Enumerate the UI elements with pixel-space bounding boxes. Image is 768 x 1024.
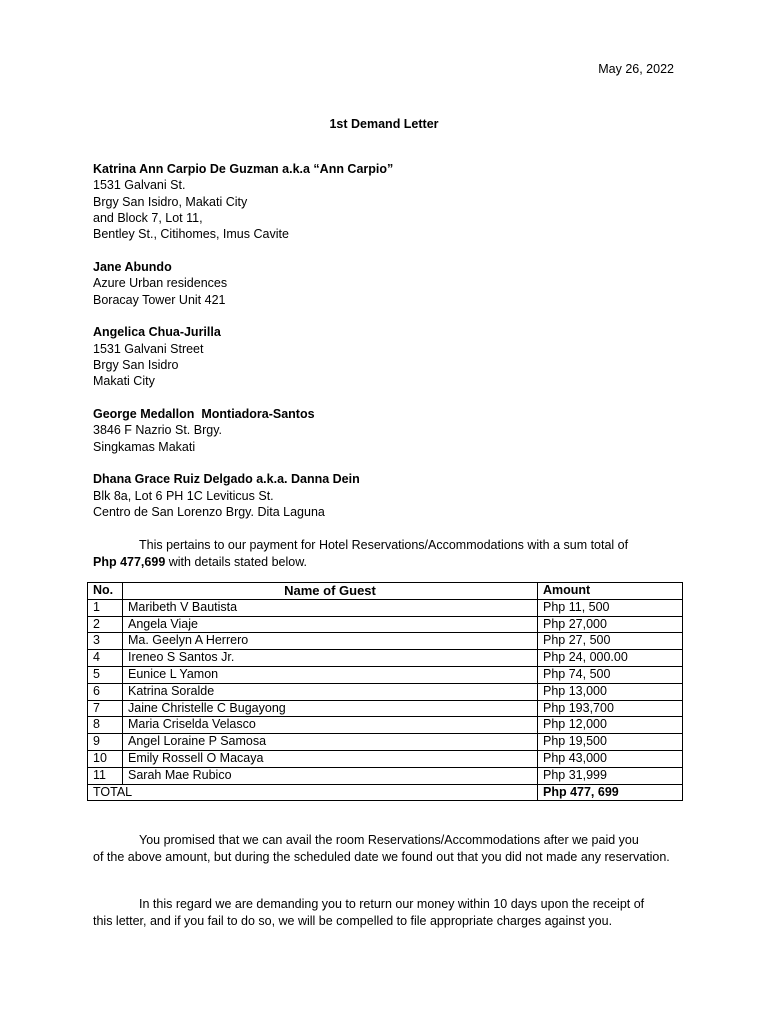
table-row (88, 683, 683, 700)
row-name: Katrina Soralde (123, 683, 538, 700)
table-row (88, 650, 683, 667)
intro-amount: Php 477,699 (93, 554, 166, 569)
table-row (88, 717, 683, 734)
table-row (88, 700, 683, 717)
intro-paragraph (93, 537, 683, 570)
intro-text-after: with details stated below. (165, 554, 308, 569)
recipient-address-line: Brgy San Isidro, Makati City (93, 194, 248, 209)
row-no: 6 (88, 683, 123, 700)
row-name: Eunice L Yamon (123, 666, 538, 683)
row-no: 4 (88, 650, 123, 667)
row-amount: Php 31,999 (538, 767, 683, 784)
header-no: No. (88, 583, 123, 600)
recipient-block (93, 259, 693, 308)
intro-line-2 (93, 554, 683, 571)
row-amount: Php 12,000 (538, 717, 683, 734)
row-name: Angela Viaje (123, 616, 538, 633)
table-header-row (88, 583, 683, 600)
row-no: 3 (88, 633, 123, 650)
recipient-block (93, 161, 693, 242)
row-name: Emily Rossell O Macaya (123, 750, 538, 767)
row-name: Maribeth V Bautista (123, 599, 538, 616)
recipient-address-line: 1531 Galvani Street (93, 341, 204, 356)
recipient-address-line: and Block 7, Lot 11, (93, 210, 203, 225)
row-name: Jaine Christelle C Bugayong (123, 700, 538, 717)
body-paragraph (93, 896, 683, 929)
recipient-address-line: 1531 Galvani St. (93, 178, 186, 193)
row-amount: Php 27,000 (538, 616, 683, 633)
table-row (88, 616, 683, 633)
recipients-list (93, 161, 693, 537)
recipient-address-line: Bentley St., Citihomes, Imus Cavite (93, 227, 289, 242)
recipient-name: Katrina Ann Carpio De Guzman a.k.a “Ann Carpio” (93, 162, 394, 176)
recipient-address-line: 3846 F Nazrio St. Brgy. (93, 423, 222, 438)
row-amount: Php 27, 500 (538, 633, 683, 650)
row-no: 8 (88, 717, 123, 734)
table-row (88, 734, 683, 751)
recipient-block (93, 471, 693, 520)
row-amount: Php 13,000 (538, 683, 683, 700)
row-amount: Php 193,700 (538, 700, 683, 717)
table-total-row (88, 784, 683, 801)
recipient-block (93, 324, 693, 389)
row-amount: Php 74, 500 (538, 666, 683, 683)
row-amount: Php 43,000 (538, 750, 683, 767)
row-name: Maria Criselda Velasco (123, 717, 538, 734)
paragraph-first-line: You promised that we can avail the room Reservations/Accommodations after we paid you (139, 833, 639, 847)
recipient-name: Jane Abundo (93, 259, 172, 274)
header-name: Name of Guest (123, 583, 538, 600)
table-row (88, 767, 683, 784)
row-name: Angel Loraine P Samosa (123, 734, 538, 751)
recipient-name: Dhana Grace Ruiz Delgado a.k.a. Danna Dein (93, 472, 360, 487)
paragraph-rest: of the above amount, but during the scheduled date we found out that you did not made any reservation. (93, 849, 670, 864)
recipient-name: Angelica Chua-Jurilla (93, 325, 221, 340)
row-no: 5 (88, 666, 123, 683)
table-row (88, 633, 683, 650)
recipient-address-line: Singkamas Makati (93, 439, 196, 454)
row-amount: Php 11, 500 (538, 599, 683, 616)
row-no: 7 (88, 700, 123, 717)
row-no: 1 (88, 599, 123, 616)
recipient-address-line: Azure Urban residences (93, 276, 228, 291)
row-amount: Php 19,500 (538, 734, 683, 751)
table-row (88, 599, 683, 616)
row-amount: Php 24, 000.00 (538, 650, 683, 667)
recipient-name: George Medallon Montiadora-Santos (93, 407, 315, 422)
total-amount: Php 477, 699 (538, 784, 683, 801)
table-row (88, 666, 683, 683)
row-name: Sarah Mae Rubico (123, 767, 538, 784)
recipient-address-line: Centro de San Lorenzo Brgy. Dita Laguna (93, 505, 325, 520)
row-no: 10 (88, 750, 123, 767)
letter-title: 1st Demand Letter (329, 117, 439, 131)
recipient-address-line: Makati City (93, 374, 155, 389)
recipient-address-line: Boracay Tower Unit 421 (93, 292, 226, 307)
row-no: 9 (88, 734, 123, 751)
body-paragraph (93, 832, 683, 865)
row-no: 2 (88, 616, 123, 633)
letter-date: May 26, 2022 (598, 62, 674, 76)
row-no: 11 (88, 767, 123, 784)
paragraph-rest: this letter, and if you fail to do so, we will be compelled to file appropriate charges against you. (93, 913, 613, 928)
guest-payment-table (87, 582, 683, 801)
recipient-block (93, 406, 693, 455)
total-label: TOTAL (88, 784, 538, 801)
recipient-address-line: Blk 8a, Lot 6 PH 1C Leviticus St. (93, 488, 274, 503)
table-row (88, 750, 683, 767)
recipient-address-line: Brgy San Isidro (93, 357, 179, 372)
paragraph-first-line: In this regard we are demanding you to return our money within 10 days upon the receipt of (139, 897, 645, 911)
row-name: Ireneo S Santos Jr. (123, 650, 538, 667)
header-amount: Amount (538, 583, 683, 600)
row-name: Ma. Geelyn A Herrero (123, 633, 538, 650)
intro-text: This pertains to our payment for Hotel Reservations/Accommodations with a sum total of (139, 538, 629, 552)
